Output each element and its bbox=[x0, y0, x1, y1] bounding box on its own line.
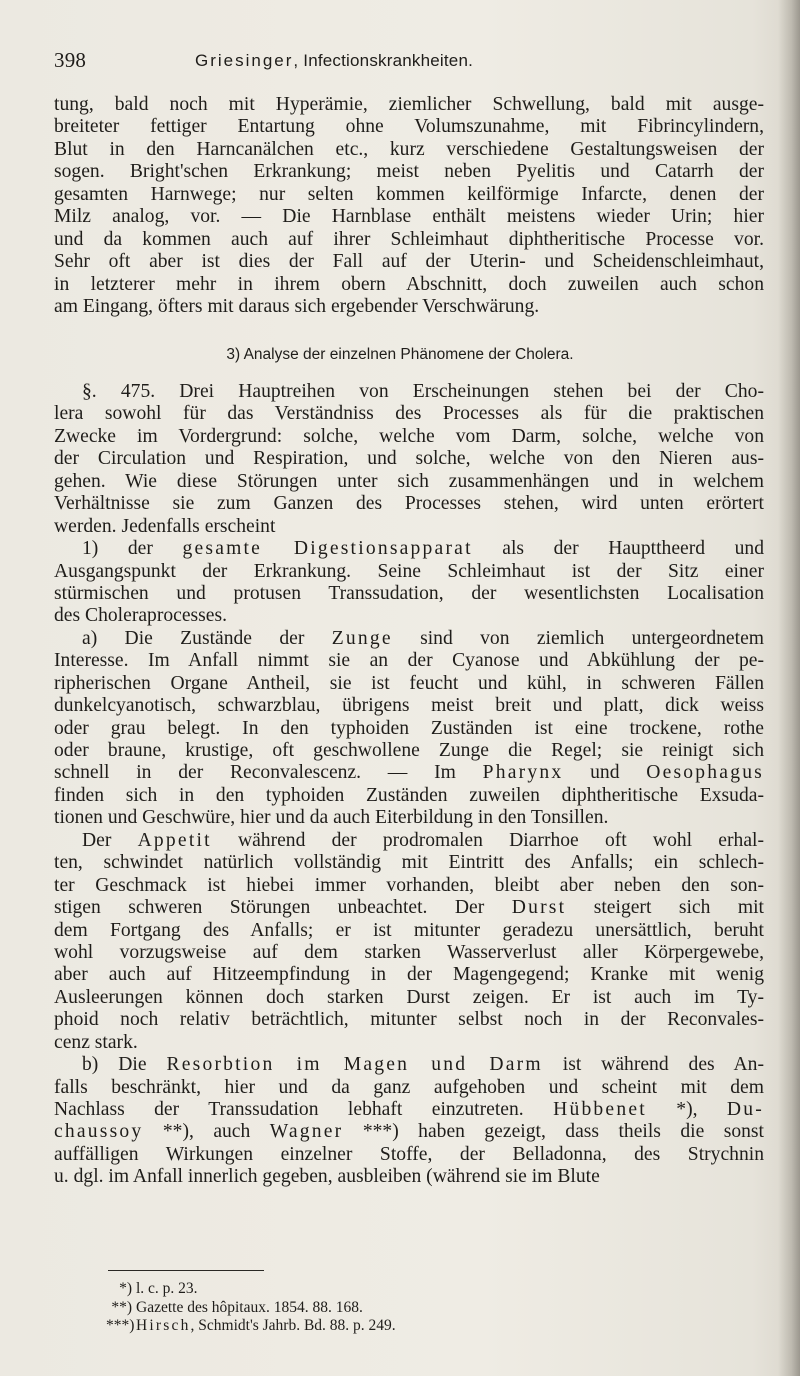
text-line-durst bbox=[54, 897, 764, 919]
footnote bbox=[106, 1299, 726, 1318]
text-fragment: a) Die Zustände der bbox=[82, 627, 332, 649]
page-edge-shadow bbox=[778, 0, 800, 1376]
text-line: Ausleerungen können doch starken Durst zeigen. Er ist auch im Ty- bbox=[54, 986, 764, 1008]
footnote-text: , Schmidt's Jahrb. Bd. 88. p. 249. bbox=[190, 1317, 396, 1335]
text-line: falls beschränkt, hier und da ganz aufgehoben und scheint mit dem bbox=[54, 1076, 764, 1098]
text-fragment: schnell in der Reconvalescenz. — Im bbox=[54, 762, 483, 784]
text-fragment: *), bbox=[646, 1099, 727, 1120]
text-line: §. 475. Drei Hauptreihen von Erscheinungen stehen bei der Cho- bbox=[82, 381, 764, 402]
text-fragment: ist während des An- bbox=[542, 1054, 764, 1076]
paragraph-continuation bbox=[54, 94, 764, 318]
running-head bbox=[195, 51, 473, 71]
text-fragment: steigert sich mit bbox=[566, 897, 764, 919]
footnotes bbox=[106, 1280, 726, 1336]
text-line: ter Geschmack ist hiebei immer vorhanden, bleibt aber neben den son- bbox=[54, 874, 764, 896]
spaced-term: Appetit bbox=[137, 829, 212, 851]
text-line-pharynx bbox=[54, 762, 764, 784]
text-line: Ausgangspunkt der Erkrankung. Seine Schleimhaut ist der Sitz einer bbox=[54, 560, 764, 582]
text-fragment: als der Haupttheerd und bbox=[472, 538, 764, 560]
text-line-huebbenet bbox=[54, 1099, 764, 1121]
text-line: Sehr oft aber ist dies der Fall auf der Uterin- und Scheidenschleimhaut, bbox=[54, 251, 764, 273]
footnote bbox=[106, 1317, 726, 1336]
text-line: lera sowohl für das Verständniss des Processes als für die praktischen bbox=[54, 403, 764, 425]
text-line: des Choleraprocesses. bbox=[54, 605, 228, 627]
section-body bbox=[54, 381, 764, 1189]
text-line: und da kommen auch auf ihrer Schleimhaut diphtheritische Processe vor. bbox=[54, 228, 764, 250]
text-line: gehen. Wie diese Störungen unter sich zusammenhängen und in welchem bbox=[54, 470, 764, 492]
spaced-term: Zunge bbox=[331, 627, 393, 649]
section-heading: 3) Analyse der einzelnen Phänomene der Cholera. bbox=[226, 346, 574, 363]
text-line-appetit bbox=[54, 830, 764, 852]
footnote-rule bbox=[108, 1270, 264, 1271]
text-line: Verhältnisse sie zum Ganzen des Processes stehen, wird unten erörtert bbox=[54, 493, 764, 515]
text-line: dunkelcyanotisch, schwarzblau, übrigens meist breit und platt, dick weiss bbox=[54, 695, 764, 717]
spaced-term: Durst bbox=[511, 897, 567, 919]
text-fragment: stigen schweren Störungen unbeachtet. Der bbox=[54, 897, 512, 919]
running-head-title: , Infectionskrankheiten. bbox=[293, 51, 474, 70]
running-head-author: Griesinger bbox=[195, 51, 294, 70]
footnote-text: Gazette des hôpitaux. 1854. 88. 168. bbox=[136, 1298, 363, 1316]
text-line: gesamten Harnwege; nur selten kommen keilförmige Infarcte, denen der bbox=[54, 183, 764, 205]
spaced-term: Oesophagus bbox=[646, 762, 765, 784]
text-line: sogen. Bright'schen Erkrankung; meist neben Pyelitis und Catarrh der bbox=[54, 161, 764, 183]
text-line: Interesse. Im Anfall nimmt sie an der Cyanose und Abkühlung der pe- bbox=[54, 650, 764, 672]
text-fragment: Der bbox=[82, 829, 138, 851]
text-line: tionen und Geschwüre, hier und da auch Eiterbildung in den Tonsillen. bbox=[54, 807, 609, 829]
text-line-item-a bbox=[54, 628, 764, 650]
text-line: stürmischen und protusen Transsudation, der wesentlichsten Localisation bbox=[54, 582, 764, 604]
page-header bbox=[54, 48, 754, 80]
text-line-item-1 bbox=[54, 538, 764, 560]
text-line: ripherischen Organe Antheil, sie ist feucht und kühl, in schweren Fällen bbox=[54, 672, 764, 694]
footnote-author: Hirsch bbox=[136, 1317, 191, 1335]
text-line: Blut in den Harncanälchen etc., kurz verschiedene Gestaltungsweisen der bbox=[54, 138, 764, 160]
text-line: u. dgl. im Anfall innerlich gegeben, ausbleiben (während sie im Blute bbox=[54, 1166, 600, 1188]
spaced-term: chaussoy bbox=[54, 1121, 144, 1143]
text-line: wohl vorzugsweise auf dem starken Wasserverlust aller Körpergewebe, bbox=[54, 941, 764, 963]
text-line: auffälligen Wirkungen einzelner Stoffe, der Belladonna, des Strychnin bbox=[54, 1143, 764, 1165]
text-line: Zwecke im Vordergrund: solche, welche vom Darm, solche, welche von bbox=[54, 425, 764, 447]
footnote-mark: *) bbox=[119, 1280, 132, 1297]
text-line: phoid noch relativ beträchtlich, mitunter selbst noch in der Reconvales- bbox=[54, 1009, 764, 1031]
text-line: der Circulation und Respiration, und solche, welche von den Nieren aus- bbox=[54, 448, 764, 470]
text-line: ten, schwindet natürlich vollständig mit Eintritt des Anfalls; ein schlech- bbox=[54, 852, 764, 874]
spaced-term: Wagner bbox=[269, 1121, 344, 1143]
text-fragment: **), auch bbox=[143, 1121, 270, 1143]
text-fragment: ***) haben gezeigt, dass theils die sonst bbox=[343, 1121, 764, 1143]
text-fragment: während der prodromalen Diarrhoe oft wohl erhal- bbox=[211, 829, 764, 851]
spaced-term: Resorbtion im Magen und Darm bbox=[166, 1054, 543, 1076]
text-fragment: 1) der bbox=[82, 538, 183, 560]
text-line: breiteter fettiger Entartung ohne Volumszunahme, mit Fibrincylindern, bbox=[54, 116, 764, 138]
text-line: dem Fortgang des Anfalls; er ist mitunter geradezu unersättlich, beruht bbox=[54, 919, 764, 941]
text-line: werden. Jedenfalls erscheint bbox=[54, 515, 276, 537]
text-line: cenz stark. bbox=[54, 1031, 138, 1053]
text-line: in letzterer mehr in ihrem obern Abschnitt, doch zuweilen auch schon bbox=[54, 273, 764, 295]
footnote bbox=[106, 1280, 726, 1299]
page-number: 398 bbox=[54, 48, 87, 72]
text-line: am Eingang, öfters mit daraus sich ergebender Verschwärung. bbox=[54, 295, 540, 317]
text-fragment: sind von ziemlich untergeordnetem bbox=[392, 627, 765, 649]
text-line-chaussoy bbox=[54, 1121, 764, 1143]
text-line: Milz analog, vor. — Die Harnblase enthält meistens wieder Urin; hier bbox=[54, 206, 764, 228]
text-fragment: und bbox=[563, 762, 647, 784]
footnote-text: l. c. p. 23. bbox=[136, 1280, 198, 1297]
text-line: oder braune, krustige, oft geschwollene Zunge die Regel; sie reinigt sich bbox=[54, 740, 764, 761]
text-fragment: b) Die bbox=[82, 1054, 167, 1076]
footnote-mark: ***) bbox=[106, 1317, 135, 1335]
text-line: tung, bald noch mit Hyperämie, ziemlicher Schwellung, bald mit ausge- bbox=[54, 94, 764, 115]
text-line: oder grau belegt. In den typhoiden Zuständen ist eine trockene, rothe bbox=[54, 717, 764, 739]
text-line: aber auch auf Hitzeempfindung in der Magengegend; Kranke mit wenig bbox=[54, 964, 764, 986]
spaced-term: gesamte Digestionsapparat bbox=[182, 538, 473, 560]
text-line-item-b bbox=[54, 1054, 764, 1076]
footnote-mark: **) bbox=[111, 1298, 132, 1316]
text-line: finden sich in den typhoiden Zuständen zuweilen diphtheritische Exsuda- bbox=[54, 784, 764, 806]
spaced-term: Du- bbox=[726, 1099, 764, 1120]
text-fragment: Nachlass der Transsudation lebhaft einzutreten. bbox=[54, 1099, 554, 1120]
spaced-term: Hübbenet bbox=[553, 1099, 647, 1120]
spaced-term: Pharynx bbox=[482, 762, 564, 784]
